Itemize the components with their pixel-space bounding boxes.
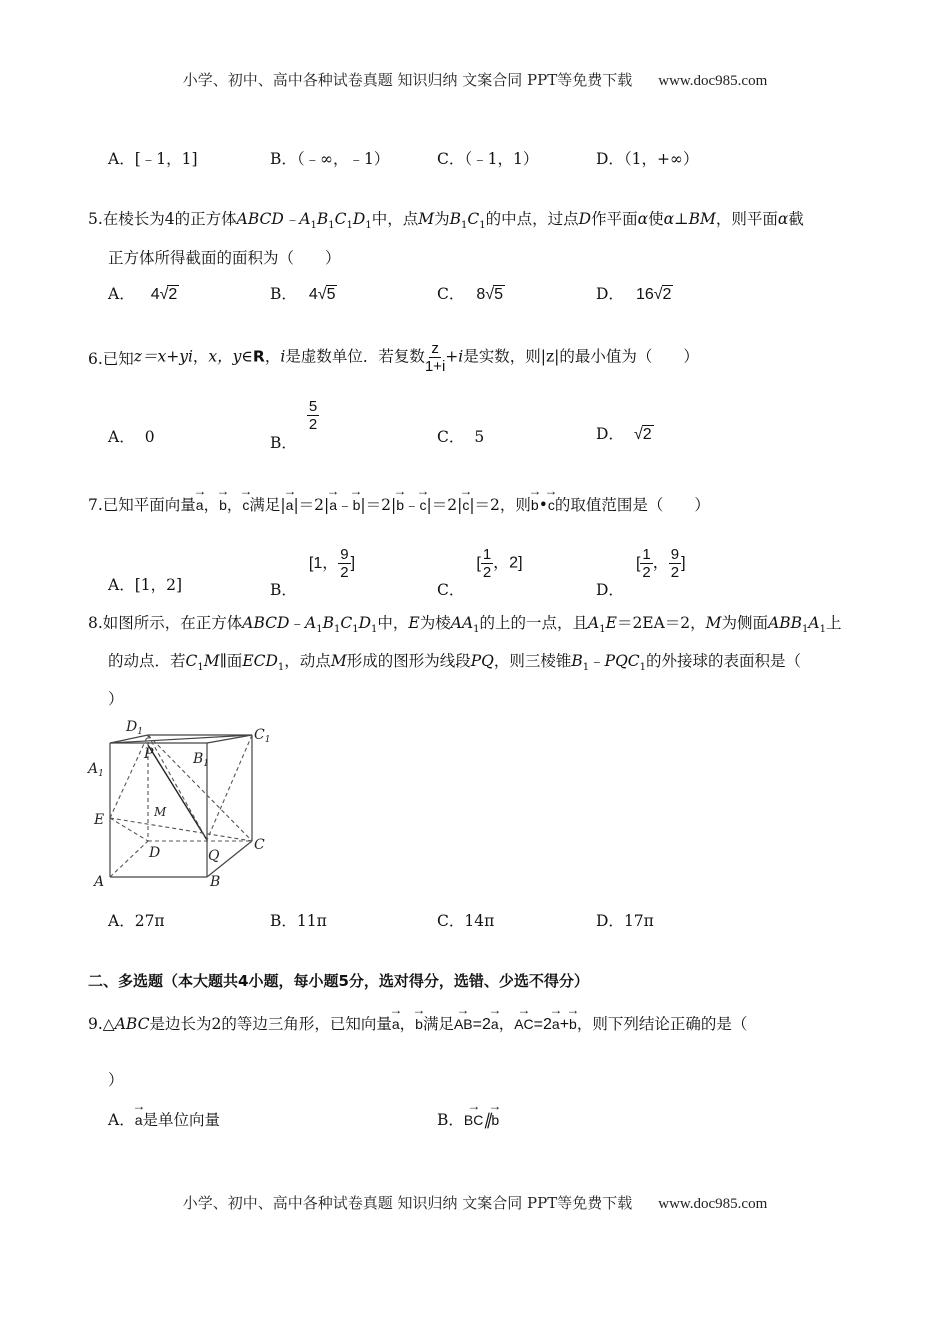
cube-vertex-labels <box>86 719 270 890</box>
q9-option-b: B．→ BC∥→ b <box>437 1108 499 1130</box>
label-p: P <box>144 746 154 762</box>
header-site: www.doc985.com <box>658 73 768 89</box>
q4-option-b: B．（﹣∞，﹣1） <box>270 150 390 168</box>
q4-option-a: A．[﹣1，1] <box>108 150 198 168</box>
q5-option-c: C． 8√5 <box>437 285 503 303</box>
q6-option-b: B． $\frac{5}{2}$ <box>270 398 318 452</box>
q7-option-c: C．[ $\frac{1}{2}$ ，2] <box>437 546 523 599</box>
label-a: A <box>94 874 105 890</box>
q6-option-a: A． 0 <box>108 428 155 446</box>
q8-stem-line1: 8.如图所示，在正方体$ABCD﹣A_1B_1C_1D_1$中，E为棱$AA_1$的上的一点，且$A_1E=2EA=2$，M为侧面$ABB_1A_1$上 <box>88 614 842 636</box>
q8-option-a: A．27π <box>108 912 165 930</box>
cube-solid-edges <box>110 735 252 877</box>
q7-stem: 7.已知平面向量→ a，→ b，→ c满足|→ a|＝2|→ a﹣→ b|＝2|→ b﹣→ c|＝2|→ c|＝2，则→ b•→ c的取值范围是（ ） <box>88 493 710 515</box>
label-b: B <box>210 874 221 890</box>
label-b1: $B_1$ <box>193 751 210 769</box>
footer-text: 小学、初中、高中各种试卷真题 知识归纳 文案合同 PPT等免费下载 <box>182 1194 633 1212</box>
label-d: D <box>149 845 161 861</box>
q8-option-b: B．11π <box>270 912 327 930</box>
q9-stem-line1: 9.△ABC是边长为2的等边三角形，已知向量→ a，→ b满足→ AB=2→ a，→ AC=2→ a+→ b，则下列结论正确的是（ <box>88 1012 747 1034</box>
page-header <box>0 69 950 90</box>
q6-fraction: $\frac{z}{1+i}$ <box>424 340 446 375</box>
q9-stem-line2: ） <box>108 1071 124 1089</box>
cube-figure <box>86 712 286 897</box>
q7-option-d: D．[ $\frac{1}{2}$ ， $\frac{9}{2}$ ] <box>596 546 686 599</box>
page-footer <box>0 1192 950 1213</box>
label-q: Q <box>208 848 220 864</box>
q5-option-d: D． 16√2 <box>596 285 672 303</box>
q8-option-d: D．17π <box>596 912 654 930</box>
q4-option-d: D．（1，+∞） <box>596 150 699 168</box>
footer-site: www.doc985.com <box>658 1196 768 1212</box>
label-c1: $C_1$ <box>254 727 271 745</box>
q5-option-a: A． 4√2 <box>108 285 178 303</box>
label-a1: $A_1$ <box>88 761 104 779</box>
q8-option-c: C．14π <box>437 912 495 930</box>
label-d1: $D_1$ <box>126 719 143 737</box>
q6-option-d: D． √2 <box>596 425 652 443</box>
cube-hidden-edges <box>110 735 252 877</box>
label-m: M <box>154 805 167 819</box>
q5-option-b: B． 4√5 <box>270 285 336 303</box>
label-c: C <box>254 837 265 853</box>
q6-option-c: C． 5 <box>437 428 485 446</box>
section2-title: 二、多选题（本大题共4小题，每小题5分，选对得分，选错、少选不得分） <box>88 972 589 990</box>
q9-option-a: A．→ a是单位向量 <box>108 1108 220 1130</box>
q4-option-c: C．（﹣1，1） <box>437 150 539 168</box>
q6-stem: 6.已知z＝x+yi，x，y∈R，i是虚数单位．若复数 $\frac{z}{1+i}$ +i是实数，则|z|的最小值为（ ） <box>88 340 699 375</box>
q8-stem-line2: 的动点．若$C_1M\parallel$面$ECD_1$，动点M形成的图形为线段PQ，则三棱锥$B_1﹣PQC_1$的外接球的表面积是（ <box>108 652 802 674</box>
q7-option-b: B．[1， $\frac{9}{2}$ ] <box>270 546 356 599</box>
q5-stem-line2: 正方体所得截面的面积为（ ） <box>108 249 341 267</box>
q7-option-a: A．[1，2] <box>108 576 183 594</box>
q8-stem-line3: ） <box>108 690 124 708</box>
q5-stem-line1: 5.在棱长为4的正方体$ABCD﹣A_1B_1C_1D_1$中，点M为$B_1C_1$的中点，过点D作平面α使α⊥BM，则平面α截 <box>88 210 804 232</box>
label-e: E <box>94 812 105 828</box>
header-text: 小学、初中、高中各种试卷真题 知识归纳 文案合同 PPT等免费下载 <box>182 71 633 89</box>
